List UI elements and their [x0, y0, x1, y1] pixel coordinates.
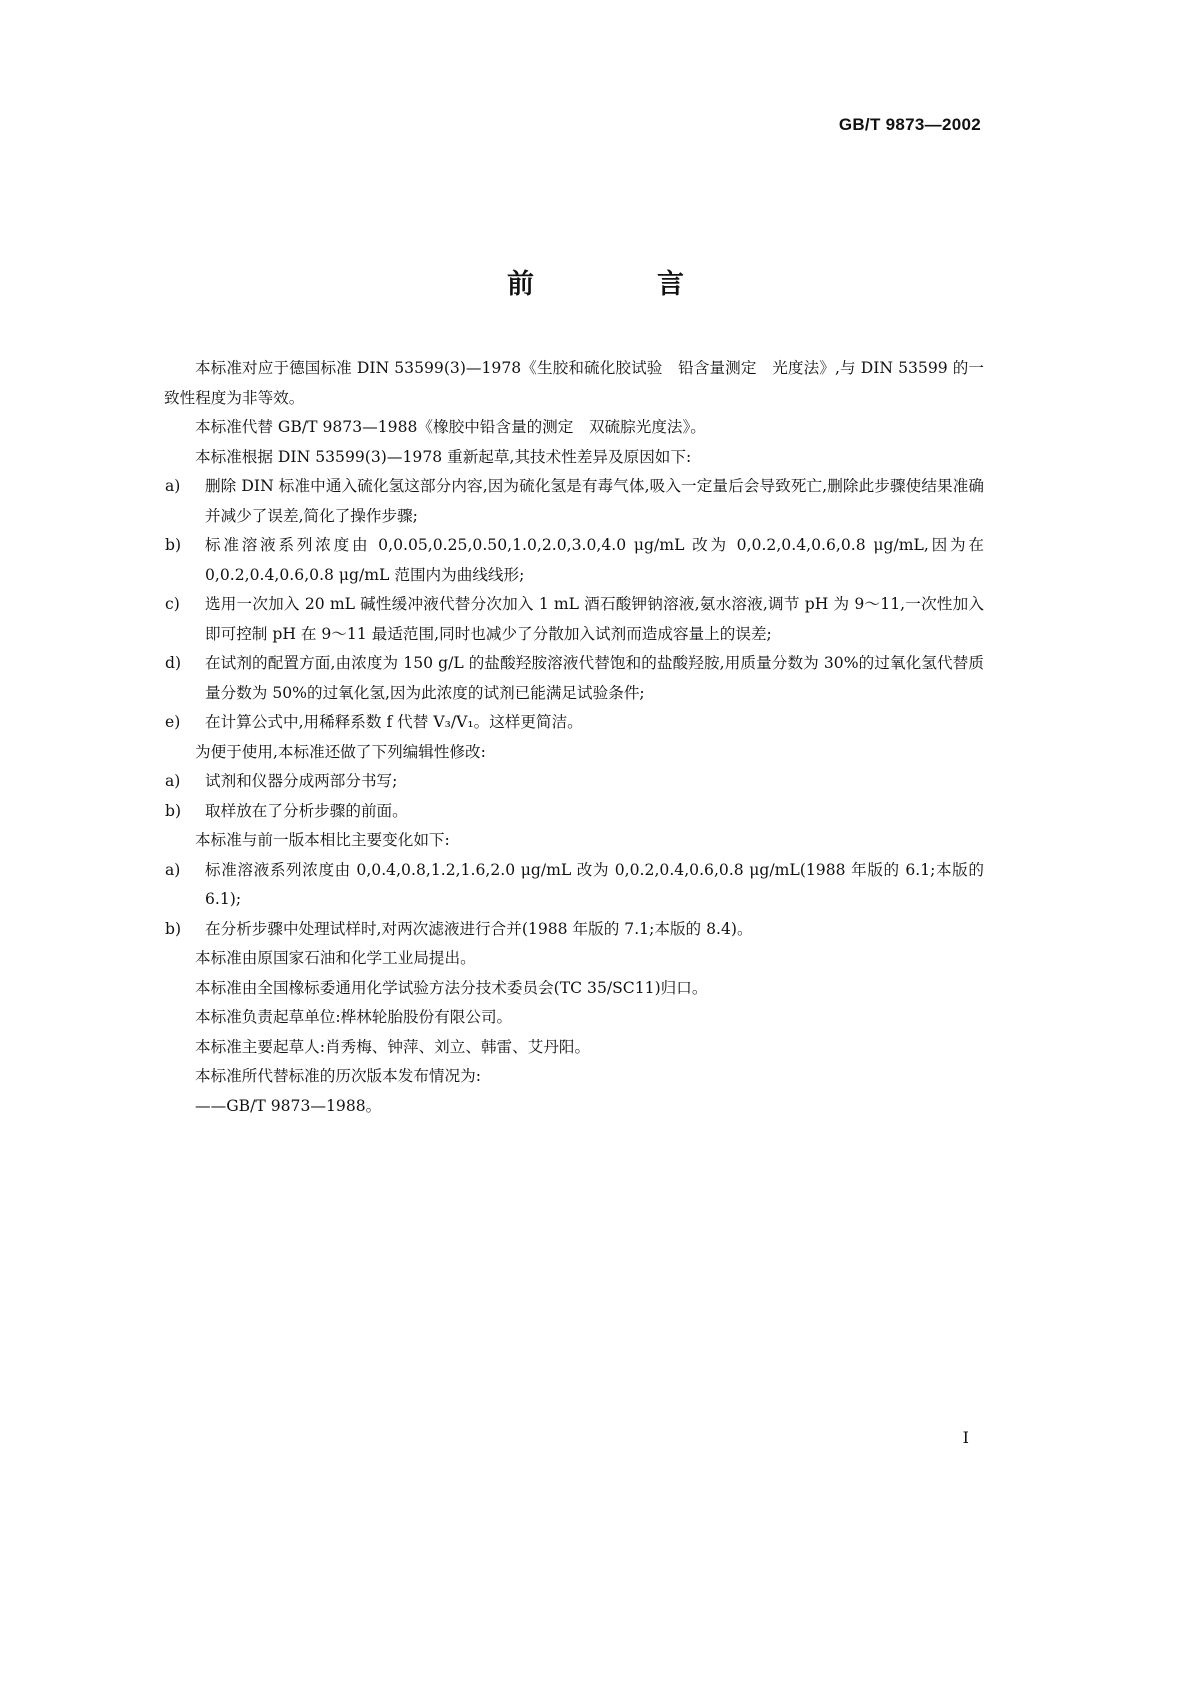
- list-item: [164, 915, 984, 945]
- list-item-text: 试剂和仪器分成两部分书写;: [205, 772, 398, 790]
- list-marker: b): [165, 919, 182, 938]
- list-marker: a): [165, 860, 181, 879]
- paragraph-drafting-unit: 本标准负责起草单位:桦林轮胎股份有限公司。: [195, 1008, 513, 1026]
- list-item-text: 在试剂的配置方面,由浓度为 150 g/L 的盐酸羟胺溶液代替饱和的盐酸羟胺,用质量分数为 30%的过氧化氢代替质量分数为 50%的过氧化氢,因为此浓度的试剂已能满足试验条件;: [205, 654, 984, 702]
- list-item-text: 标准溶液系列浓度由 0,0.05,0.25,0.50,1.0,2.0,3.0,4.0 μg/mL 改为 0,0.2,0.4,0.6,0.8 μg/mL,因为在 0,0.2,0.4,0.6,0.8 μg/mL 范围内为曲线线形;: [205, 536, 984, 584]
- paragraph-main-changes-intro: 本标准与前一版本相比主要变化如下:: [195, 831, 450, 849]
- foreword-body: [164, 354, 984, 1121]
- list-item: [164, 797, 984, 827]
- list-item: [164, 531, 984, 590]
- list-item-text: 删除 DIN 标准中通入硫化氢这部分内容,因为硫化氢是有毒气体,吸入一定量后会导致死亡,删除此步骤使结果准确并减少了误差,简化了操作步骤;: [205, 477, 984, 525]
- paragraph-proposer: 本标准由原国家石油和化学工业局提出。: [195, 949, 476, 967]
- paragraph-drafters: 本标准主要起草人:肖秀梅、钟萍、刘立、韩雷、艾丹阳。: [195, 1037, 591, 1056]
- list-marker: b): [165, 536, 182, 554]
- list-item: [164, 472, 984, 531]
- page-title: 前 言: [507, 269, 732, 300]
- list-item: [164, 708, 984, 738]
- list-marker: d): [165, 654, 182, 672]
- paragraph-history-item: ——GB/T 9873—1988。: [195, 1096, 382, 1115]
- list-marker: a): [165, 772, 181, 790]
- list-item: [164, 767, 984, 797]
- paragraph-history-intro: 本标准所代替标准的历次版本发布情况为:: [195, 1067, 481, 1085]
- list-item-text: 标准溶液系列浓度由 0,0.4,0.8,1.2,1.6,2.0 μg/mL 改为 0,0.2,0.4,0.6,0.8 μg/mL(1988 年版的 6.1;本版的 6.1);: [205, 860, 984, 908]
- list-item: [164, 590, 984, 649]
- list-item-text: 在计算公式中,用稀释系数 f 代替 V₃/V₁。这样更简洁。: [205, 713, 583, 731]
- paragraph-correspondence: 本标准对应于德国标准 DIN 53599(3)—1978《生胶和硫化胶试验 铅含量测定 光度法》,与 DIN 53599 的一致性程度为非等效。: [164, 359, 984, 407]
- list-marker: e): [165, 713, 181, 731]
- list-marker: a): [165, 477, 181, 495]
- paragraph-editorial-intro: 为便于使用,本标准还做了下列编辑性修改:: [195, 742, 486, 761]
- list-item: [164, 856, 984, 915]
- list-item-text: 在分析步骤中处理试样时,对两次滤液进行合并(1988 年版的 7.1;本版的 8.4)。: [205, 919, 753, 938]
- list-marker: c): [165, 595, 180, 613]
- list-marker: b): [165, 801, 182, 820]
- list-item-text: 取样放在了分析步骤的前面。: [205, 801, 408, 820]
- page-number: I: [962, 1428, 969, 1447]
- paragraph-technical-committee: 本标准由全国橡标委通用化学试验方法分技术委员会(TC 35/SC11)归口。: [195, 978, 708, 997]
- list-item: [164, 649, 984, 708]
- paragraph-technical-differences-intro: 本标准根据 DIN 53599(3)—1978 重新起草,其技术性差异及原因如下:: [195, 447, 692, 466]
- list-item-text: 选用一次加入 20 mL 碱性缓冲液代替分次加入 1 mL 酒石酸钾钠溶液,氨水溶液,调节 pH 为 9～11,一次性加入即可控制 pH 在 9～11 最适范围,同时也减少了分散加入试剂而造成容量上的误差;: [205, 595, 984, 643]
- standard-code: GB/T 9873—2002: [838, 115, 981, 134]
- paragraph-replaces: 本标准代替 GB/T 9873—1988《橡胶中铅含量的测定 双硫腙光度法》。: [195, 418, 706, 436]
